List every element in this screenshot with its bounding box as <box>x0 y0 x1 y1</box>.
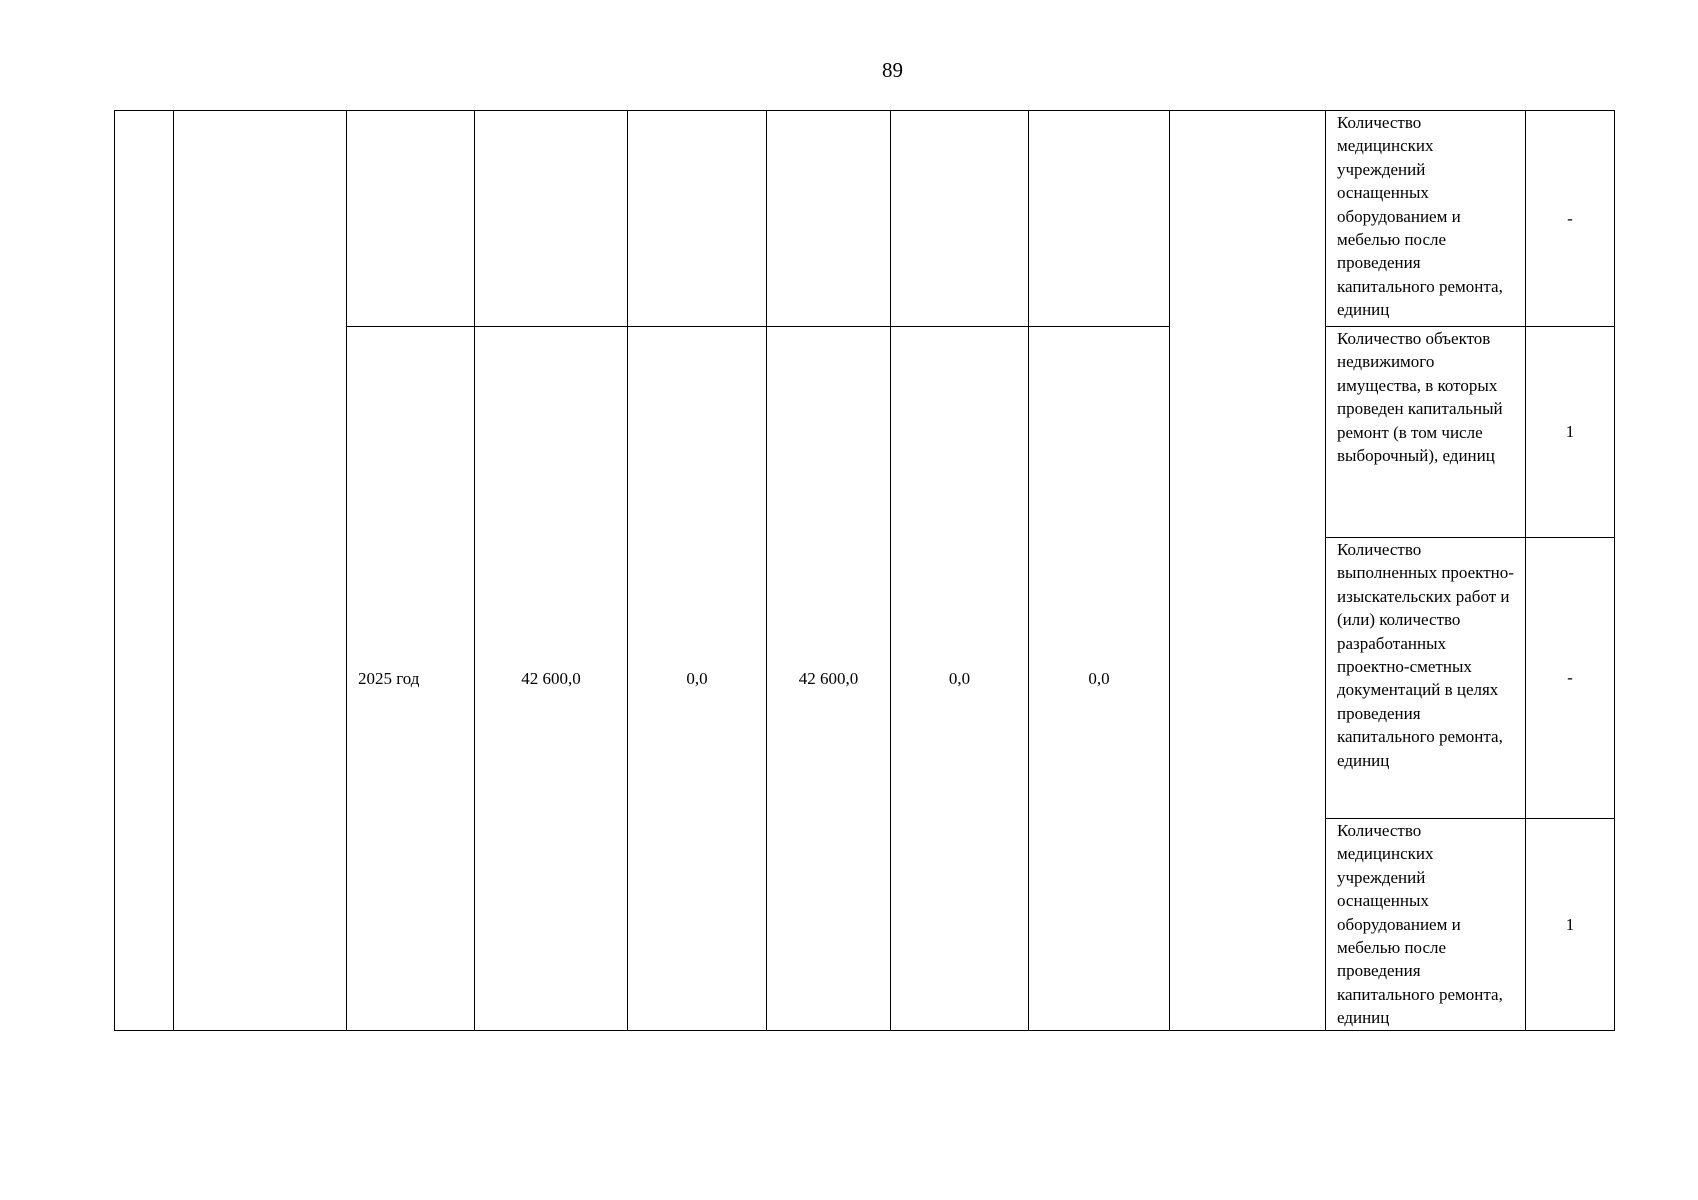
table-cell-empty <box>767 111 891 327</box>
table-cell-empty <box>1029 111 1170 327</box>
table-cell-name <box>174 111 347 1031</box>
table-cell-empty <box>891 111 1029 327</box>
table-cell-empty <box>628 111 767 327</box>
budget-table <box>114 110 1615 1031</box>
total-amount-cell: 42 600,0 <box>475 327 628 1031</box>
regional-budget-cell: 42 600,0 <box>767 327 891 1031</box>
federal-budget-cell: 0,0 <box>628 327 767 1031</box>
table-cell-executor <box>1170 111 1326 1031</box>
table-cell-empty <box>475 111 628 327</box>
local-budget-cell: 0,0 <box>891 327 1029 1031</box>
table-cell-year-empty <box>347 111 475 327</box>
indicator-name: Количество медицинских учреждений оснащенных оборудованием и мебелью после проведения капитального ремонта, единиц <box>1326 111 1526 327</box>
indicator-name: Количество медицинских учреждений оснащенных оборудованием и мебелью после проведения капитального ремонта, единиц <box>1326 819 1526 1031</box>
page-number: 89 <box>882 58 903 82</box>
indicator-value: - <box>1526 538 1615 819</box>
indicator-name: Количество объектов недвижимого имущества, в которых проведен капитальный ремонт (в том числе выборочный), единиц <box>1326 327 1526 538</box>
indicator-value: 1 <box>1526 819 1615 1031</box>
table-row <box>115 111 1615 327</box>
indicator-value: 1 <box>1526 327 1615 538</box>
indicator-name: Количество выполненных проектно-изыскательских работ и (или) количество разработанных проектно-сметных документаций в целях проведения капитального ремонта, единиц <box>1326 538 1526 819</box>
other-sources-cell: 0,0 <box>1029 327 1170 1031</box>
table-cell-number <box>115 111 174 1031</box>
indicator-value: - <box>1526 111 1615 327</box>
year-cell: 2025 год <box>347 327 475 1031</box>
